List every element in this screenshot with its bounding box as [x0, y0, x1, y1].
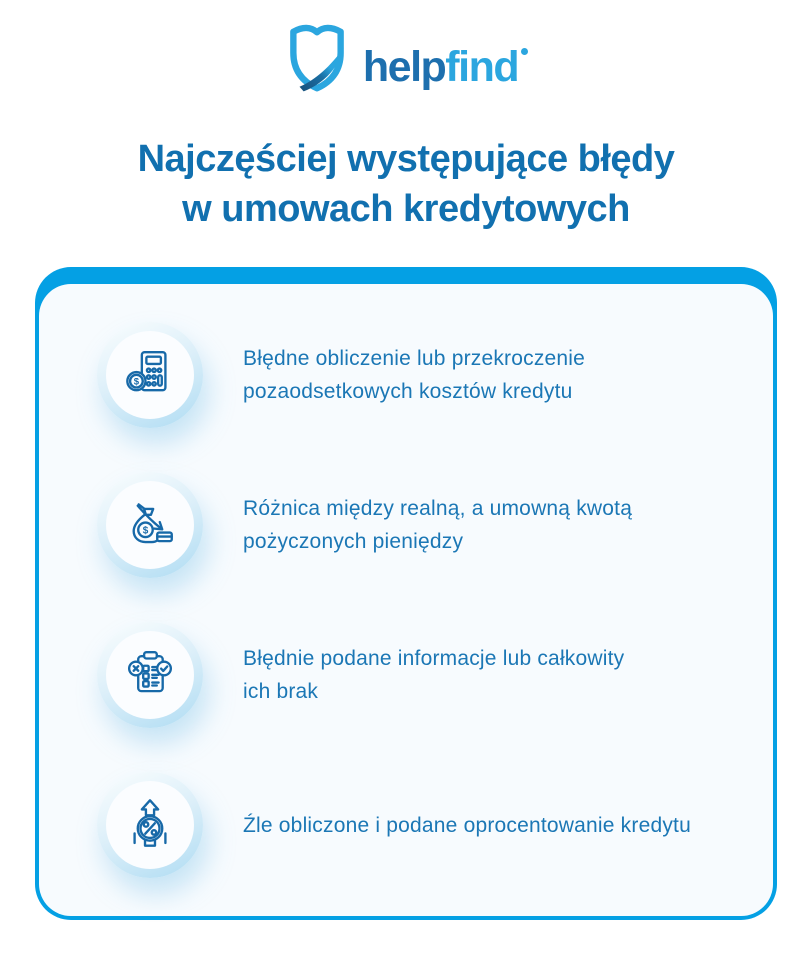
item-text [243, 642, 624, 708]
icon-badge [97, 322, 203, 428]
brand-wordmark [363, 34, 528, 89]
calculator-coin-icon [121, 344, 179, 407]
svg-text:$: $ [142, 525, 149, 537]
icon-badge [97, 772, 203, 878]
list-item-amount-difference [97, 450, 747, 600]
brand-text-find: find [445, 42, 519, 91]
item-text-line1: Różnica między realną, a umowną kwotą [243, 497, 633, 520]
page-title-line2: w umowach kredytowych [182, 188, 630, 230]
item-text-line2: pożyczonych pieniędzy [243, 530, 464, 553]
shield-check-icon [284, 22, 350, 101]
icon-badge [97, 472, 203, 578]
icon-badge [97, 622, 203, 728]
trademark-dot-icon [521, 48, 528, 55]
money-bag-loss-icon [121, 494, 179, 557]
item-text [243, 492, 632, 558]
item-text [243, 809, 691, 842]
errors-card-body [39, 284, 773, 916]
item-text-line2: ich brak [243, 680, 319, 703]
interest-rate-increase-icon [121, 794, 179, 857]
list-item-wrong-information [97, 600, 747, 750]
brand-logo [0, 0, 812, 100]
page-title [0, 134, 812, 234]
item-text-line1: Błędnie podane informacje lub całkowity [243, 647, 625, 670]
item-text-line1: Błędne obliczenie lub przekroczenie [243, 347, 586, 370]
page-title-line1: Najczęściej występujące błędy [137, 138, 675, 180]
list-item-wrong-interest [97, 750, 747, 900]
item-text-line2: pozaodsetkowych kosztów kredytu [243, 380, 573, 403]
list-item-calculation-error [97, 300, 747, 450]
checklist-error-icon [121, 644, 179, 707]
item-text-line1: Źle obliczone i podane oprocentowanie kredytu [243, 813, 691, 837]
brand-text-help: help [362, 42, 446, 91]
svg-text:$: $ [133, 376, 140, 388]
errors-card [35, 267, 777, 920]
item-text [243, 342, 585, 408]
